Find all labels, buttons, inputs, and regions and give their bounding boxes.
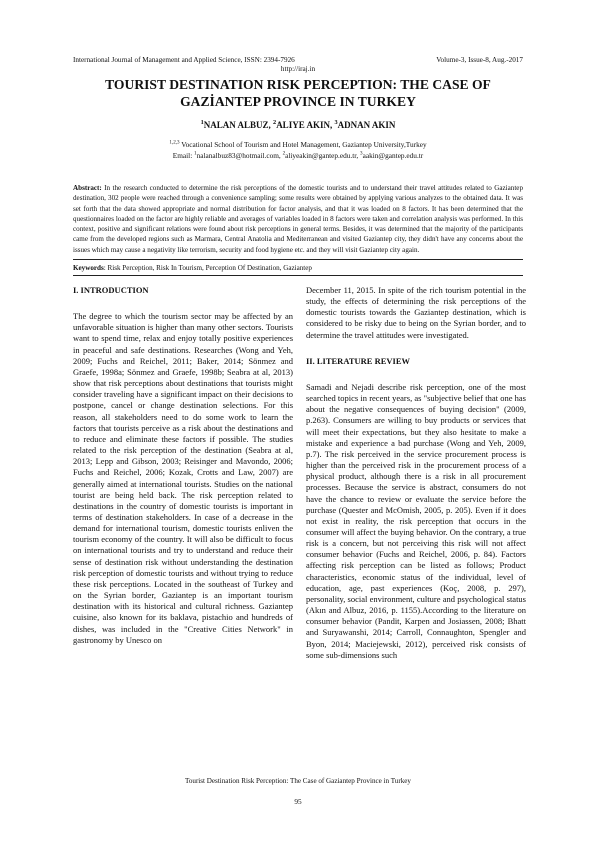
author-2: ALIYE AKIN, [276,120,335,130]
introduction-heading: I. INTRODUCTION [73,285,149,295]
keywords-label: Keywords [73,264,104,272]
author-1: NALAN ALBUZ, [203,120,274,130]
author-list [73,120,523,130]
literature-review-paragraph: Samadi and Nejadi describe risk perception, one of the most searched topics in recent years, as "subjective belief that one has about the negative consequences of buying decision" (2009, p.263). Consumers are willing to buy products or services that will meet their expectations, but they also hesitate to make a mistake and experience a bad purchase (Wong and Yeh, 2009, p.7). The risk perceived in the service procurement process is higher than the perceived risk in the procurement process of a physical product, although there is a risk in all procurement processes. Because the service is abstract, consumers do not have the chance to review or evaluate the service before the purchase (Quester and McOmish, 2005, p. 205). Even if it does not exist in reality, the risk perception that occurs in the consumer will affect the buying behavior. On the contrary, a true risk is a concern, but not perceiving this risk will not affect consumer behavior (Fuchs and Reichel, 2006, p. 84). Factors affecting risk perception can be listed as follows; Product characteristics, economic status of the individual, level of education, age, past experiences (Koç, 2008, p. 297), personality, social environment, culture and psychological status (Akın and Albuz, 2016, p. 1155).According to the literature on consumer behavior (Pandit, Karpen and Josiassen, 2008; Bhatt and Suryawanshi, 2014; Carroll, Connaughton, Spengler and Byon, 2014; Maciejewski, 2012), perceived risk consists of some sub-dimensions such [306,381,526,660]
affiliation-index: 1,2,3 [169,139,180,146]
introduction-continuation: December 11, 2015. In spite of the rich tourism potential in the study, the effects of determining the risk perceptions of the domestic tourists towards the Gaziantep destination, which is considered to be risky due to being on the Syrian border, and to determine the travel attitudes were investigated. [306,285,526,340]
abstract-label: Abstract: [73,184,102,192]
affiliation-block [73,140,523,161]
author-3-index: 3 [334,119,338,126]
author-3: ADNAN AKIN [337,120,396,130]
keywords [73,263,523,273]
left-column [73,285,293,646]
literature-review-heading: II. LITERATURE REVIEW [306,355,410,366]
email-3[interactable]: aakin@gantep.edu.tr [362,150,424,160]
email-label: Email: [172,150,195,160]
right-column [306,285,526,661]
journal-url[interactable]: http://iraj.in [280,65,316,73]
divider-top [73,259,523,260]
author-1-index: 1 [200,119,204,126]
paper-title [73,77,523,110]
title-line-1: TOURIST DESTINATION RISK PERCEPTION: THE CASE OF [105,77,491,92]
divider-bottom [73,275,523,276]
journal-info: International Journal of Management and Applied Science, ISSN: 2394-7926 [73,56,295,64]
page-number: 95 [294,797,302,806]
title-line-2: GAZİANTEP PROVINCE IN TURKEY [180,93,416,109]
email-1[interactable]: nalanalbuz83@hotmail.com, [196,150,283,160]
abstract-text: In the research conducted to determine the risk perceptions of the domestic tourists and to understand their travel attitudes related to Gaziantep destination, 302 people were reached through a convenience sampling; some results were obtained by applying various analyzes to the obtained data. It was set forth that the data showed appropriate and normal distribution for factor analysis, and that it was loaded on 8 factors. It has been determined that the questionnaires loaded on the factor are highly reliable and averages of variables loaded in 8 factors were taken and correlation analysis was performed. In this context, positive and significant relations were found about risk perceptions in general terms. Besides, it was determined that the majority of the participants came from the developed regions such as Marmara, Central Anatolia and Mediterranean and visited Gaziantep city, they didn't have any concerns about the issues which may cause a negativity like terrorism, security and food hygiene etc. and they will visit Gaziantep city again. [73,184,523,254]
volume-info: Volume-3, Issue-8, Aug.-2017 [436,56,523,64]
author-2-index: 2 [273,119,277,126]
email-3-index: 3 [360,150,363,157]
running-footer: Tourist Destination Risk Perception: The Case of Gaziantep Province in Turkey [185,777,411,785]
email-1-index: 1 [194,150,197,157]
email-2-index: 2 [282,150,286,157]
abstract [73,183,523,255]
keywords-text: : Risk Perception, Risk In Tourism, Perception Of Destination, Gaziantep [103,264,312,272]
running-header [73,56,523,74]
introduction-paragraph: The degree to which the tourism sector may be affected by an unfavorable situation is higher than many other sectors. Tourists want to spend time, relax and enjoy totally positive experiences in peaceful and safe destinations. Researches (Wong and Yeh, 2009; Fuchs and Reichel, 2011; Baker, 2014; Sönmez and Graefe, 1998a; Sönmez and Graefe, 1998b; Seabra at al, 2013) show that risk perceptions about destinations that tourists might consider traveling have a significant impact on their decisions to postpone, cancel or change destination selections. For this reason, all stakeholders need to do some work to learn the factors that tourists perceive as a risk about the destinations and to reduce and eliminate these factors if possible. The studies related to the risk perception of the destination (Seabra at al, 2013; Lepp and Gibson, 2003; Reisinger and Mavondo, 2006; Fuchs and Reichel, 2006; Kozak, Crotts and Law, 2007) are generally aimed at international tourists. Studies on the national tourist are being held back. The risk perception related to destinations in the country of domestic tourists is important in terms of destination stakeholders. In case of a decrease in the demand for international tourism, domestic tourists enliven the tourism economy of the country. It will also be difficult to focus on international tourists and try to understand and reduce their sense of destination risk without understanding the destination risk perception of domestic tourists and without trying to reduce these risk perceptions. Located in the southeast of Turkey and on the Syrian border, Gaziantep is an important tourism destination with its historical and cultural richness. Gaziantep cuisine, also known for its baklava, pistachio and hundreds of dishes, was included in the "Creative Cities Network" in gastronomy by Unesco on [73,311,293,645]
email-2[interactable]: aliyeakin@gantep.edu.tr, [285,150,361,160]
affiliation-text: Vocational School of Tourism and Hotel Management, Gaziantep University,Turkey [179,140,427,149]
